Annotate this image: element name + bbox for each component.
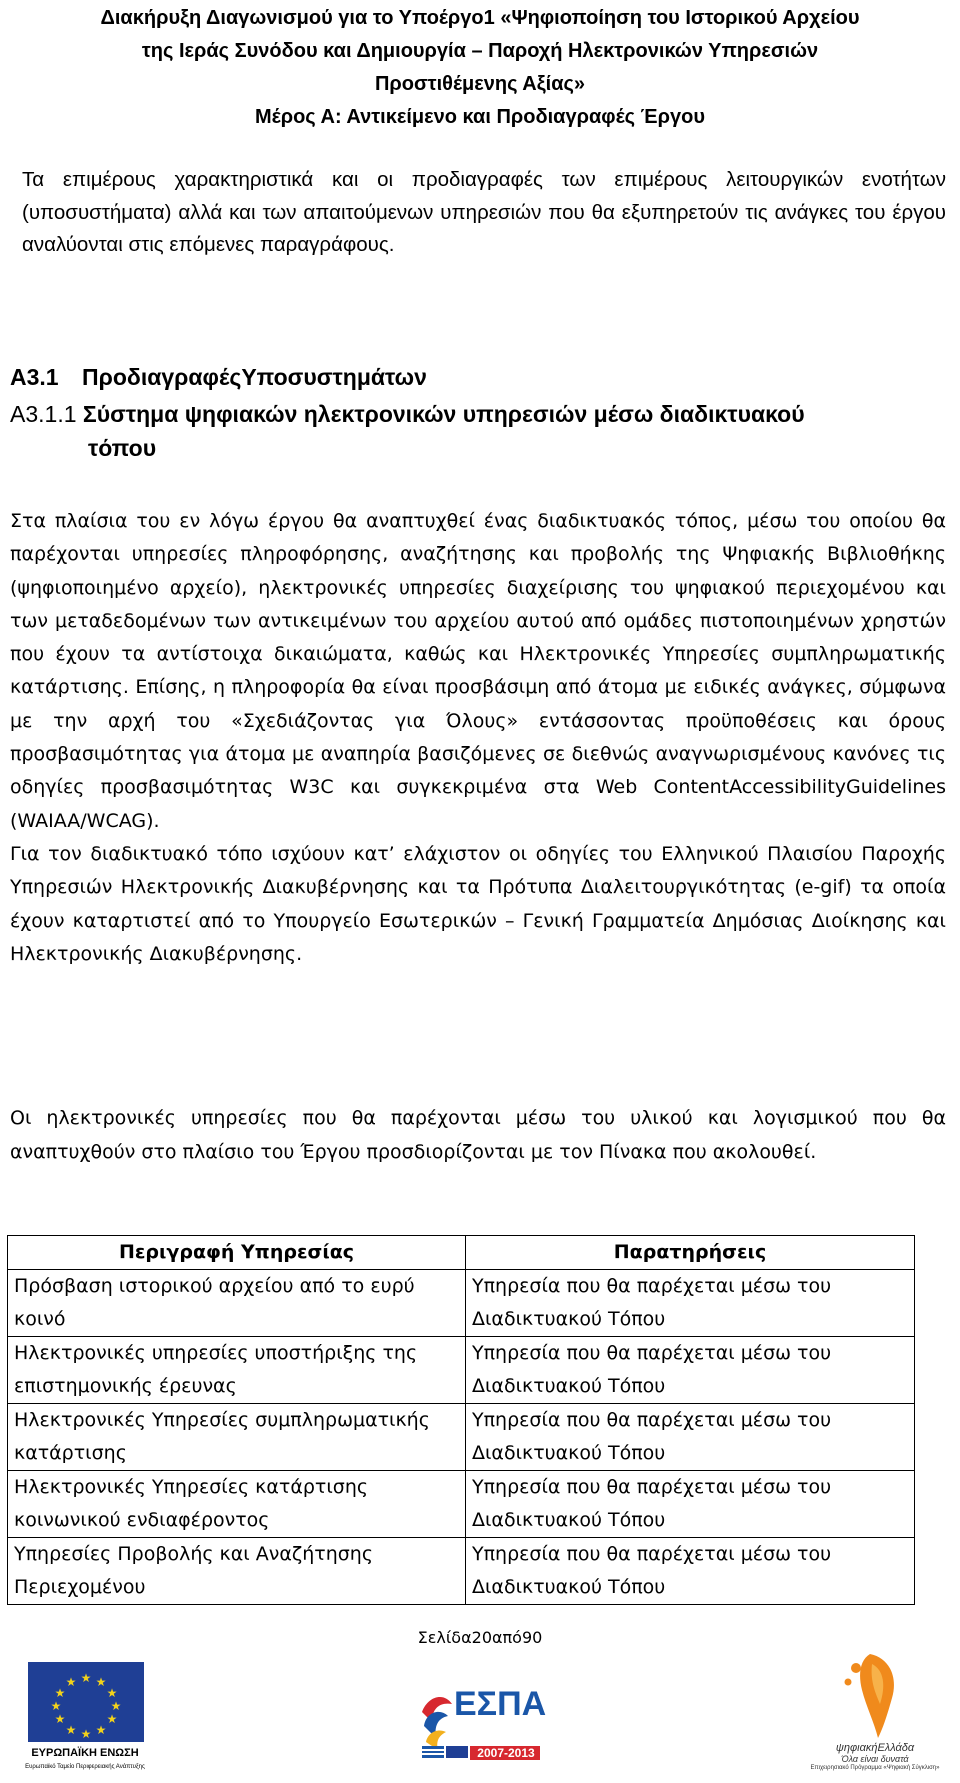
paragraph-3: Οι ηλεκτρονικές υπηρεσίες που θα παρέχονται μέσω του υλικού και λογισμικού που θα αναπτυχθούν στο πλαίσιο του Έργου προσδιορίζονται με τον Πίνακα που ακολουθεί. xyxy=(10,1107,946,1163)
espa-logo xyxy=(418,1682,546,1770)
digital-greece-subtitle: Επιχειρησιακό Πρόγραμμα «Ψηφιακή Σύγκλιση» xyxy=(810,1765,940,1771)
document-header xyxy=(10,2,950,134)
section-number: Α3.1 xyxy=(10,364,59,390)
svg-text:★: ★ xyxy=(80,1727,92,1741)
eu-logo xyxy=(10,1660,160,1778)
eu-logo-label: ΕΥΡΩΠΑΪΚΗ ΕΝΩΣΗ xyxy=(31,1747,139,1759)
svg-text:★: ★ xyxy=(65,1723,77,1737)
table-cell-notes: Υπηρεσία που θα παρέχεται μέσω του Διαδικτυακού Τόπου xyxy=(466,1471,915,1538)
intro-paragraph: Τα επιμέρους χαρακτηριστικά και οι προδιαγραφές των επιμέρους λειτουργικών ενοτήτων (υποσυστήματα) αλλά και των απαιτούμενων υπηρεσιών που θα εξυπηρετούν τις ανάγκες του έργου αναλύονται στις επόμενες παραγράφους. xyxy=(22,168,946,256)
subsection-heading xyxy=(10,397,805,465)
table-cell-notes: Υπηρεσία που θα παρέχεται μέσω του Διαδικτυακού Τόπου xyxy=(466,1538,915,1605)
table-cell-notes: Υπηρεσία που θα παρέχεται μέσω του Διαδικτυακού Τόπου xyxy=(466,1337,915,1404)
subsection-title-line-1: Σύστημα ψηφιακών ηλεκτρονικών υπηρεσιών μέσω διαδικτυακού xyxy=(82,401,805,427)
table-row xyxy=(8,1337,915,1404)
svg-text:★: ★ xyxy=(110,1699,122,1713)
table-cell-description: Ηλεκτρονικές Υπηρεσίες κατάρτισης κοινωνικού ενδιαφέροντος xyxy=(8,1471,466,1538)
table-cell-description: Υπηρεσίες Προβολής και Αναζήτησης Περιεχομένου xyxy=(8,1538,466,1605)
subsection-number: Α3.1.1 xyxy=(10,401,77,427)
table-cell-description: Πρόσβαση ιστορικού αρχείου από το ευρύ κοινό xyxy=(8,1270,466,1337)
paragraph-1: Στα πλαίσια του εν λόγω έργου θα αναπτυχθεί ένας διαδικτυακός τόπος, μέσω του οποίου θα παρέχονται υπηρεσίες πληροφόρησης, αναζήτησης και προβολής της Ψηφιακής Βιβλιοθήκης (ψηφιοποιημένο αρχείο), ηλεκτρονικές υπηρεσίες διαχείρισης του ψηφιακού περιεχομένου και των μεταδεδομένων των αντικειμένων του αρχείου αυτού από ομάδες πιστοποιημένων χρηστών που έχουν τα αντίστοιχα δικαιώματα, καθώς και Ηλεκτρονικές Υπηρεσίες συμπληρωματικής κατάρτισης. Επίσης, η πληροφορία θα είναι προσβάσιμη από άτομα με ειδικές ανάγκες, σύμφωνα με την αρχή του «Σχεδιάζοντας για Όλους» εντάσσοντας προϋποθέσεις και όρους προσβασιμότητας για άτομα με αναπηρία βασιζόμενες σε διεθνώς αναγνωρισμένους κανόνες τις οδηγίες προσβασιμότητας W3C και συγκεκριμένα στα Web ContentAccessibilityGuidelines (WAIAA/WCAG). xyxy=(10,510,946,832)
table-header-row xyxy=(8,1236,915,1270)
section-title: ΠροδιαγραφέςΥποσυστημάτων xyxy=(82,364,427,390)
svg-text:★: ★ xyxy=(54,1712,66,1726)
svg-text:★: ★ xyxy=(54,1686,66,1700)
svg-text:★: ★ xyxy=(80,1671,92,1685)
header-line-2: της Ιεράς Συνόδου και Δημιουργία – Παροχή Ηλεκτρονικών Υπηρεσιών xyxy=(141,40,819,62)
table-header-description: Περιγραφή Υπηρεσίας xyxy=(8,1236,466,1270)
svg-text:★: ★ xyxy=(95,1675,107,1689)
espa-logo-years: 2007-2013 xyxy=(477,1746,535,1760)
digital-greece-label: ψηφιακήΕλλάδα xyxy=(835,1742,915,1754)
svg-text:★: ★ xyxy=(95,1723,107,1737)
page-number: Σελίδα20από90 xyxy=(417,1628,543,1647)
section-heading xyxy=(10,360,427,394)
table-row xyxy=(8,1471,915,1538)
paragraph-2: Για τον διαδικτυακό τόπο ισχύουν κατ’ ελάχιστον οι οδηγίες του Ελληνικού Πλαισίου Παροχής Υπηρεσιών Ηλεκτρονικής Διακυβέρνησης και τα Πρότυπα Διαλειτουργικότητας (e-gif) τα οποία έχουν καταρτιστεί από το Υπουργείο Εσωτερικών – Γενική Γραμματεία Δημόσιας Διοίκησης και Ηλεκτρονικής Διακυβέρνησης. xyxy=(10,842,946,965)
digital-greece-logo xyxy=(800,1650,950,1778)
table-cell-description: Ηλεκτρονικές υπηρεσίες υποστήριξης της επιστημονικής έρευνας xyxy=(8,1337,466,1404)
espa-logo-label: ΕΣΠΑ xyxy=(454,1685,547,1723)
svg-text:★: ★ xyxy=(106,1686,118,1700)
header-line-1: Διακήρυξη Διαγωνισμού για το Υποέργο1 «Ψηφιοποίηση του Ιστορικού Αρχείου xyxy=(100,7,860,29)
svg-text:★: ★ xyxy=(65,1675,77,1689)
svg-text:★: ★ xyxy=(106,1712,118,1726)
eu-logo-subtitle: Ευρωπαϊκό Ταμείο Περιφερειακής Ανάπτυξης xyxy=(25,1764,145,1770)
svg-text:★: ★ xyxy=(50,1699,62,1713)
eu-flag-icon xyxy=(10,1660,160,1778)
table-row xyxy=(8,1404,915,1471)
header-line-3: Προστιθέμενης Αξίας» xyxy=(374,73,586,95)
body-text xyxy=(10,505,946,971)
table-cell-description: Ηλεκτρονικές Υπηρεσίες συμπληρωματικής κατάρτισης xyxy=(8,1404,466,1471)
table-cell-notes: Υπηρεσία που θα παρέχεται μέσω του Διαδικτυακού Τόπου xyxy=(466,1404,915,1471)
table-header-notes: Παρατηρήσεις xyxy=(466,1236,915,1270)
table-cell-notes: Υπηρεσία που θα παρέχεται μέσω του Διαδικτυακού Τόπου xyxy=(466,1270,915,1337)
digital-greece-tagline: Όλα είναι δυνατά xyxy=(841,1754,909,1764)
table-row xyxy=(8,1270,915,1337)
digital-greece-emblem-icon xyxy=(800,1650,950,1742)
services-table xyxy=(7,1235,915,1605)
subsection-title-line-2: τόπου xyxy=(88,435,157,461)
table-row xyxy=(8,1538,915,1605)
header-line-4: Μέρος Α: Αντικείμενο και Προδιαγραφές Έργου xyxy=(255,106,705,128)
